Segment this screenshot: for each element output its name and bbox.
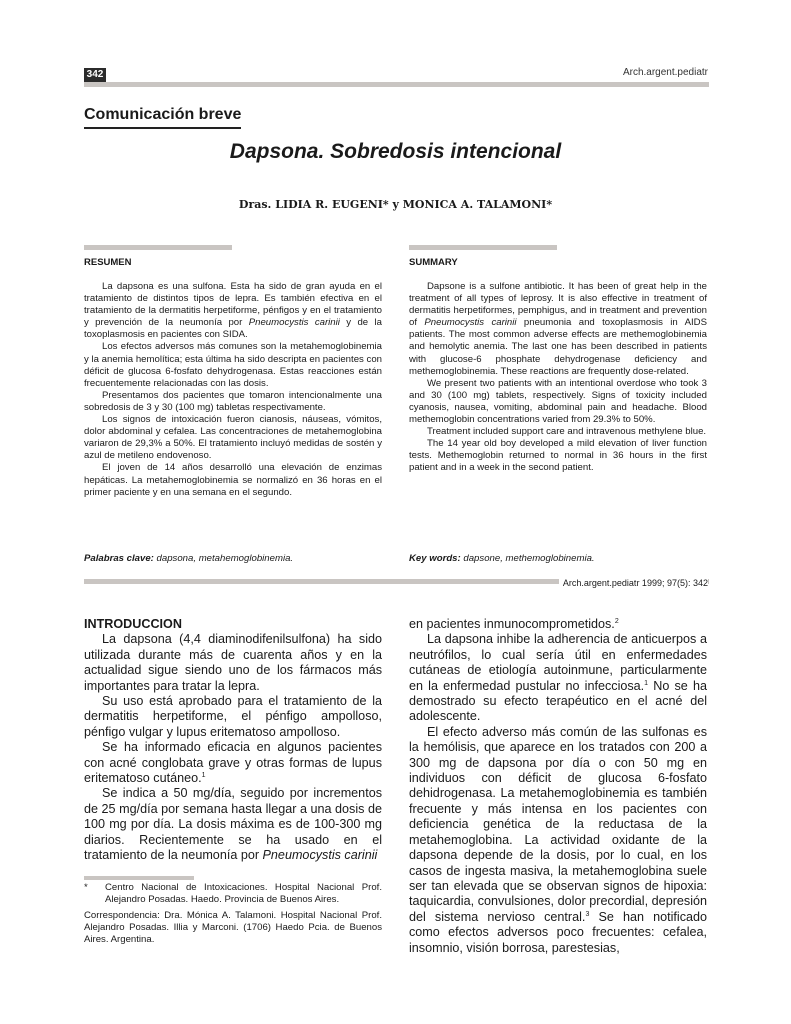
article-title: Dapsona. Sobredosis intencional bbox=[229, 140, 562, 163]
resumen-paragraph-3: Presentamos dos pacientes que tomaron intencionalmente una sobredosis de 3 y 30 (100 mg) tabletas respectivamente. bbox=[84, 389, 382, 413]
body-left-column bbox=[84, 617, 382, 864]
body-paragraph: El efecto adverso más común de las sulfonas es la hemólisis, que aparece en los tratados con 200 a 300 mg de dapsona por día o con 50 mg en individuos con déficit de glucosa 6-fosfato dehidrogenasa. La metahemoglobinemia es también frecuente y más intensa en los pacientes con deficiencia genética de la reductasa de la metahemoglobina. La actividad oxidante de la dapsona depende de la dosis, por lo cual, en los casos de ingesta masiva, la metahemoglobina suele ser tan elevada que se observan signos de hipoxia: taquicardia, convulsiones, dolor precordial, depresión del sistema nervioso central.$^3$ Se han notificado como efectos adversos poco frecuentes: cefalea, insomnio, visión borrosa, parestesias, bbox=[409, 724, 708, 955]
body-paragraph: Se indica a 50 mg/día, seguido por incrementos de 25 mg/día por semana hasta llegar a una dosis de 100 mg por día. La dosis máxima es de 100-300 mg diarios. Recientemente se ha usado en el tratamiento de la neumonía por Pneumocystis carinii bbox=[84, 786, 382, 863]
reference-mark: 2 bbox=[614, 617, 619, 625]
citation: Arch.argent.pediatr 1999; 97(5): 342 bbox=[559, 578, 708, 588]
reference-mark: 3 bbox=[585, 910, 590, 918]
summary-paragraph-3: Treatment included support care and intravenous methylene blue. bbox=[427, 426, 707, 438]
summary-paragraph-1: Dapsone is a sulfone antibiotic. It has been of great help in the treatment of all types of leprosy. It is also effective in treatment of dermatitis herpetiformes, pemphigus, and in treatment and prevention of Pneumocystis carinii pneumonia and toxoplasmosis in AIDS patients. The most common adverse effects are methemoglobinemia and hemolytic anemia. The last one has been described in patients with glucose-6 phosphate dehydrogenase deficiency and methemoglobinemia. These reactions are frequently dose-related. bbox=[409, 281, 707, 377]
article-authors: Dras. LIDIA R. EUGENI* y MONICA A. TALAMONI* bbox=[238, 198, 553, 211]
summary-rule bbox=[409, 245, 557, 250]
summary-paragraph-4: The 14 year old boy developed a mild elevation of liver function tests. Methemoglobin returned to normal in 36 hours in the first patient and in a week in the second patient. bbox=[409, 438, 707, 474]
resumen-paragraph-5: El joven de 14 años desarrolló una elevación de enzimas hepáticas. La metahemoglobinemia se normalizó en 36 horas en el primer paciente y en una semana en el segundo. bbox=[84, 462, 382, 498]
footnote-rule bbox=[84, 876, 194, 880]
intro-heading: INTRODUCCION bbox=[84, 617, 182, 631]
body-paragraph: La dapsona inhibe la adherencia de anticuerpos a neutrófilos, lo cual sería útil en enfermedades cutáneas de etiología autoinmune, particularmente en la enfermedad pustular no infecciosa.$^1$ No se ha demostrado su efecto terapéutico en el acné del adolescente. bbox=[409, 632, 707, 724]
journal-name: Arch.argent.pediatr bbox=[622, 67, 708, 78]
resumen-heading: RESUMEN bbox=[84, 257, 132, 268]
body-right-column bbox=[409, 617, 707, 956]
resumen-rule bbox=[84, 245, 232, 250]
summary-heading: SUMMARY bbox=[409, 257, 458, 268]
body-paragraph: Se ha informado eficacia en algunos pacientes con acné conglobata grave y otras formas de lupus eritematoso cutáneo.$^1$ bbox=[84, 740, 382, 786]
summary-keywords: Key words: dapsone, methemoglobinemia. bbox=[409, 553, 595, 564]
body-paragraph: La dapsona (4,4 diaminodifenilsulfona) ha sido utilizada durante más de cuarenta años y en la actualidad sigue siendo uno de los fármacos más importantes para tratar la lepra. bbox=[84, 632, 382, 693]
header-rule bbox=[84, 82, 709, 87]
correspondence-footnote: Correspondencia: Dra. Mónica A. Talamoni. Hospital Nacional Prof. Alejandro Posadas. Illia y Marconi. (1706) Haedo Pcia. de Buenos Aires. Argentina. bbox=[84, 909, 382, 946]
page-number: 342 bbox=[84, 68, 106, 82]
body-paragraph: en pacientes inmunocomprometidos.$^2$ bbox=[409, 617, 619, 631]
summary-paragraph-2: We present two patients with an intentional overdose who took 3 and 30 (100 mg) tablets, respectively. Signs of toxicity included cyanosis, nausea, vomiting, abdominal pain and headache. Blood methemoglobin concentrations varied from 29.3% to 50%. bbox=[409, 377, 707, 426]
resumen-paragraph-2: Los efectos adversos más comunes son la metahemoglobinemia y la anemia hemolítica; esta última ha sido descripta en pacientes con déficit de glucosa 6-fosfato dehydrogenasa. Estas reacciones están frecuentemente relacionadas con las dosis. bbox=[84, 341, 382, 389]
reference-mark: 1 bbox=[201, 771, 206, 779]
footnotes bbox=[84, 882, 382, 946]
resumen-text bbox=[84, 281, 382, 499]
resumen-paragraph-1: La dapsona es una sulfona. Esta ha sido de gran ayuda en el tratamiento de distintos tipos de lepra. Es también efectiva en el tratamiento de la dermatitis herpetiforme, pénfigos y en el tratamiento y prevención de la neumonía por Pneumocystis carinii y de la toxoplasmosis en pacientes con SIDA. bbox=[84, 281, 382, 341]
reference-mark: 1 bbox=[644, 679, 649, 687]
affiliation-footnote: * Centro Nacional de Intoxicaciones. Hospital Nacional Prof. Alejandro Posadas. Haedo. Provincia de Buenos Aires. bbox=[84, 882, 382, 906]
summary-text bbox=[409, 281, 707, 475]
body-paragraph: Su uso está aprobado para el tratamiento de la dermatitis herpetiforme, el pénfigo ampolloso, pénfigo vulgar y lupus eritematoso ampolloso. bbox=[84, 694, 382, 739]
resumen-keywords: Palabras clave: dapsona, metahemoglobinemia. bbox=[84, 553, 294, 564]
section-label: Comunicación breve bbox=[84, 106, 241, 129]
resumen-paragraph-4: Los signos de intoxicación fueron cianosis, náuseas, vómitos, dolor abdominal y cefalea. Las concentraciones de metahemoglobina variaron de 29,3% a 50%. El tratamiento incluyó medidas de sostén y azul de metileno endovenoso. bbox=[84, 414, 382, 462]
